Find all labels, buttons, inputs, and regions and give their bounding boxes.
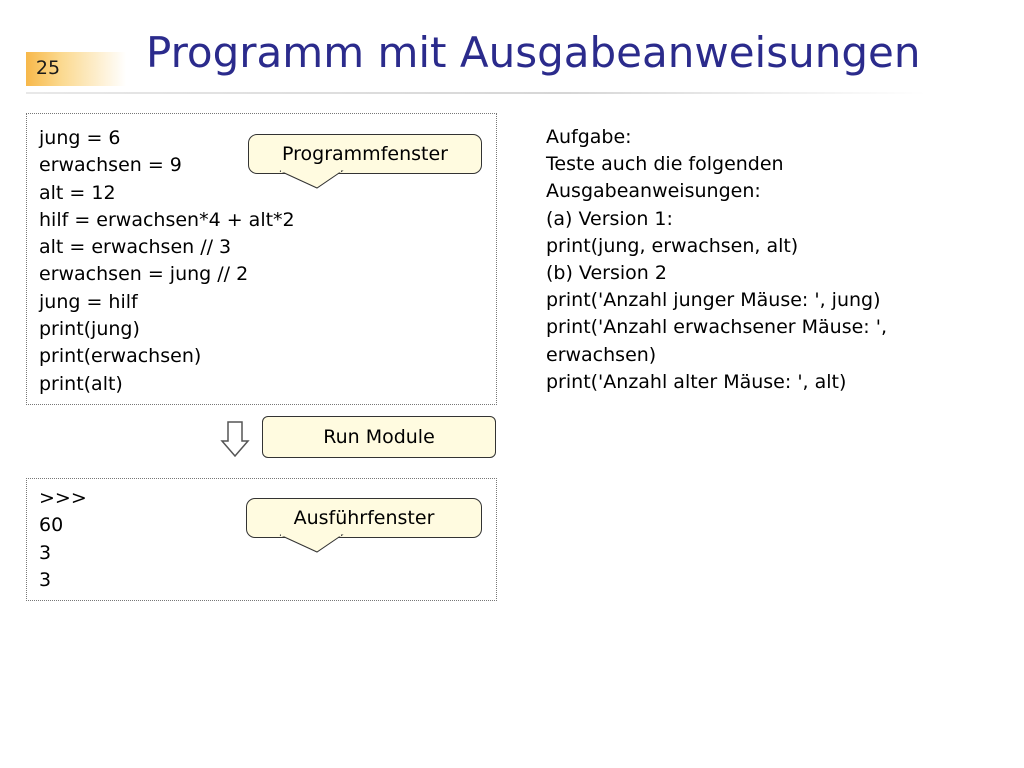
code-line: print(erwachsen) xyxy=(39,345,202,368)
code-line: erwachsen = 9 xyxy=(39,154,182,177)
down-arrow-icon xyxy=(220,421,250,457)
code-line: print(alt) xyxy=(39,372,123,395)
slide-title: Programm mit Ausgabeanweisungen xyxy=(146,28,921,77)
code-line: jung = 6 xyxy=(39,127,121,149)
task-line: print('Anzahl junger Mäuse: ', jung) xyxy=(546,289,881,312)
task-line: (b) Version 2 xyxy=(546,262,667,285)
code-line: alt = 12 xyxy=(39,181,116,204)
run-module-button[interactable]: Run Module xyxy=(262,416,496,458)
task-line: print('Anzahl alter Mäuse: ', alt) xyxy=(546,370,847,393)
task-line: Teste auch die folgenden xyxy=(546,153,784,176)
output-line: 3 xyxy=(39,568,52,591)
code-line: hilf = erwachsen*4 + alt*2 xyxy=(39,208,295,231)
code-line: jung = hilf xyxy=(39,290,138,313)
ausfuehrfenster-callout-tail xyxy=(280,534,350,554)
task-line: (a) Version 1: xyxy=(546,207,673,230)
output-line: 60 xyxy=(39,514,64,537)
output-window xyxy=(26,478,497,601)
code-line: erwachsen = jung // 2 xyxy=(39,263,249,286)
code-line: alt = erwachsen // 3 xyxy=(39,236,232,259)
code-line: print(jung) xyxy=(39,318,140,341)
slide-number: 25 xyxy=(35,57,61,79)
task-line: print('Anzahl erwachsener Mäuse: ', xyxy=(546,316,888,339)
title-divider xyxy=(26,92,926,94)
output-text xyxy=(39,485,87,594)
task-line: Aufgabe: xyxy=(546,126,632,148)
output-line: 3 xyxy=(39,541,52,564)
output-line: >>> xyxy=(39,487,87,509)
programmfenster-callout-tail xyxy=(280,170,350,190)
task-line: Ausgabeanweisungen: xyxy=(546,180,761,203)
task-line: print(jung, erwachsen, alt) xyxy=(546,234,799,257)
task-line: erwachsen) xyxy=(546,343,657,366)
ausfuehrfenster-callout: Ausführfenster xyxy=(246,498,482,538)
task-description xyxy=(546,124,887,396)
programmfenster-callout: Programmfenster xyxy=(248,134,482,174)
